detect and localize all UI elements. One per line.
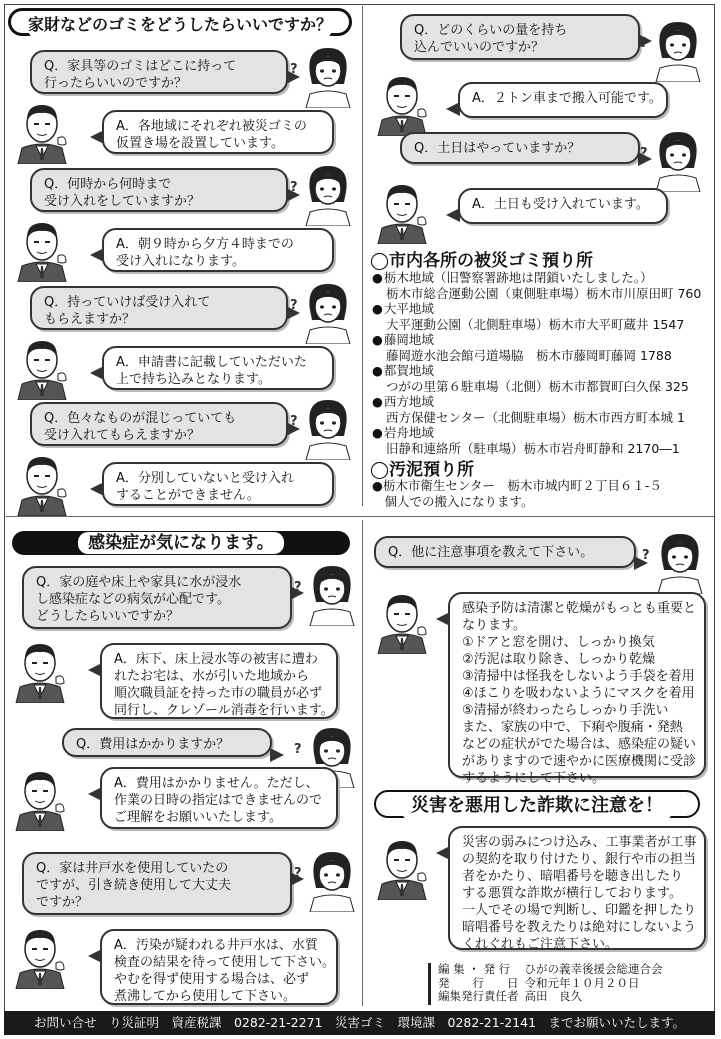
question-text-line: ですか？ [36, 895, 89, 910]
answer-text-line: することができません。 [116, 488, 260, 503]
depot-place: 大平運動公園（北側駐車場）栃木市大平町蔵井 1547 [386, 316, 685, 332]
answer-text-line: 一人でその場で判断し、印鑑を押したり [462, 903, 697, 918]
answer-bubble [458, 82, 668, 118]
woman-icon [300, 396, 356, 460]
question-text-line: 受け入れをしていますか？ [44, 194, 201, 209]
question-bubble [22, 852, 292, 915]
question-bubble [374, 536, 636, 568]
question-mark-icon: ? [294, 580, 302, 595]
question-text-line: Q．どのくらいの量を持ち [414, 23, 568, 38]
question-bubble [62, 728, 272, 757]
answer-text-line: などの症状がでた場合は、感染症の疑い [462, 737, 697, 752]
sludge-info [372, 478, 662, 509]
depot-area: ● 西方地域 [372, 394, 701, 410]
answer-text-line: 感染予防は清潔と乾燥がもっとも重要と [462, 601, 697, 616]
answer-text-line: ④ほこりを吸わないようにマスクを着用 [462, 686, 695, 701]
answer-text-line: ご理解をお願いいたします。 [114, 810, 282, 825]
colophon-label: 編集発行責任者 [438, 989, 519, 1003]
column-divider-top [362, 6, 363, 506]
woman-icon [304, 848, 360, 912]
garbage-section-title: 家財などのゴミをどうしたらいいですか？ [8, 8, 352, 36]
answer-text-line: 上で持ち込みとなります。 [116, 372, 271, 387]
answer-bubble [102, 462, 334, 506]
depot-area: ● 藤岡地域 [372, 332, 701, 348]
answer-text-line: A．朝９時から夕方４時までの [116, 237, 294, 252]
answer-text-line: なります。 [462, 618, 526, 633]
depot-area: ● 大平地域 [372, 301, 701, 317]
woman-icon [300, 44, 356, 108]
answer-text-line: 作業の日時の指定はできませんので [114, 793, 323, 808]
answer-text-line: ①ドアと窓を開け、しっかり換気 [462, 635, 655, 650]
answer-text-line: 災害の弱みにつけ込み、工事業者が工事 [462, 835, 697, 850]
question-mark-icon: ? [642, 548, 650, 563]
answer-bubble [102, 228, 334, 272]
depot-place: 栃木市総合運動公園（東側駐車場）栃木市川原田町 760 [386, 285, 702, 301]
question-bubble [30, 168, 288, 212]
question-text-line: 行ったらいいのですか？ [44, 76, 188, 91]
answer-text-line: するようにして下さい。 [462, 771, 606, 786]
question-mark-icon: ? [640, 146, 648, 161]
question-text-line: Q．費用はかかりますか？ [76, 737, 230, 752]
question-text-line: どうしたらいいですか？ [36, 609, 180, 624]
question-mark-icon: ? [294, 866, 302, 881]
question-bubble [30, 402, 288, 446]
answer-text-line: 暗唱番号を教えたりは絶対にしないよう [462, 920, 697, 935]
question-text-line: Q．家は井戸水を使用していたの [36, 861, 229, 876]
section-divider [6, 516, 714, 517]
depots-list [372, 270, 701, 456]
question-text-line: Q．色々なものが混じっていても [44, 411, 237, 426]
answer-text-line: 受け入れになります。 [116, 254, 245, 269]
man-suit-icon [374, 72, 430, 136]
answer-text-line: くれぐれもご注意下さい。 [462, 937, 619, 952]
question-text-line: Q．他に注意事項を教えて下さい。 [388, 545, 594, 560]
question-text-line: 受け入れてもらえますか？ [44, 428, 201, 443]
answer-bubble [100, 929, 338, 1005]
answer-bubble [102, 110, 334, 154]
answer-text-line: ⑤清掃が終わったらしっかり手洗い [462, 703, 669, 718]
sludge-line: ●栃木市衛生センター 栃木市城内町２丁目６１-５ [372, 478, 662, 493]
answer-text-line: A．各地域にそれぞれ被災ゴミの [116, 119, 307, 134]
man-suit-icon [374, 180, 430, 244]
depot-place: 旧静和連絡所（駐車場）栃木市岩舟町静和 2170―1 [386, 440, 680, 456]
answer-text-line: A．分別していないと受け入れ [116, 471, 294, 486]
answer-text-line: 者をかたり、暗唱番号を聴き出したり [462, 869, 684, 884]
answer-text-line: する悪質な詐欺が横行しております。 [462, 886, 682, 901]
question-text-line: Q．持っていけば受け入れて [44, 295, 211, 310]
question-text-line: ですが、引き続き使用して大丈夫 [36, 878, 232, 893]
depot-place: 西方保健センター（北側駐車場）栃木市西方町本城 1 [386, 409, 685, 425]
question-mark-icon: ? [290, 180, 298, 195]
answer-bubble [100, 643, 338, 719]
fraud-warning-bubble [448, 826, 706, 950]
depot-area: ● 都賀地域 [372, 363, 701, 379]
answer-text-line: の契約を取り付けたり、銀行や市の担当 [462, 852, 697, 867]
colophon-bar [428, 963, 431, 1005]
question-mark-icon: ? [290, 62, 298, 77]
woman-icon [650, 18, 706, 82]
answer-text-line: A．費用はかかりません。ただし、 [114, 776, 319, 791]
answer-text-line: A．２トン車まで搬入可能です。 [472, 91, 662, 106]
question-text-line: Q．家具等のゴミはどこに持って [44, 59, 237, 74]
man-suit-icon [12, 639, 68, 703]
answer-text-line: また、家族の中で、下痢や腹痛・発熱 [462, 720, 683, 735]
infection-section-title: 感染症が気になります。 [12, 531, 350, 555]
answer-text-line: ②汚泥は取り除き、しっかり乾燥 [462, 652, 656, 667]
question-bubble [22, 566, 292, 629]
answer-text-line: A．汚染が疑われる井戸水は、水質 [114, 938, 318, 953]
question-bubble [30, 50, 288, 94]
answer-bubble [448, 592, 706, 786]
man-suit-icon [14, 100, 70, 164]
answer-text-line: A．床下、床上浸水等の被害に遭わ [114, 652, 318, 667]
answer-text-line: A．土日も受け入れています。 [472, 197, 649, 212]
contact-footer: お問い合せ り災証明 資産税課 0282-21-2271 災害ゴミ 環境課 0282-21-2141 までお願いいたします。 [4, 1011, 715, 1035]
question-bubble [30, 286, 288, 330]
fraud-section-title: 災害を悪用した詐欺に注意を！ [374, 790, 700, 818]
man-suit-icon [12, 767, 68, 831]
answer-text-line: やむを得ず使用する場合は、必ず [114, 972, 310, 987]
colophon [438, 963, 669, 1004]
woman-icon [304, 562, 360, 626]
answer-bubble [458, 188, 668, 224]
man-suit-icon [374, 590, 430, 654]
question-text-line: Q．土日はやっていますか？ [414, 141, 581, 156]
question-bubble [400, 14, 640, 60]
answer-bubble [102, 346, 334, 390]
depot-area: ● 岩舟地域 [372, 425, 701, 441]
woman-icon [300, 280, 356, 344]
depot-place: つがの里第６駐車場（北側）栃木市都賀町臼久保 325 [386, 378, 689, 394]
answer-text-line: 煮沸してから使用して下さい。 [114, 989, 297, 1004]
question-text-line: もらえますか？ [44, 312, 136, 327]
woman-icon [300, 162, 356, 226]
question-mark-icon: ? [640, 36, 648, 51]
question-mark-icon: ? [290, 298, 298, 313]
question-text-line: し感染症などの病気が心配です。 [36, 592, 230, 607]
man-suit-icon [12, 925, 68, 989]
question-mark-icon: ? [290, 414, 298, 429]
question-mark-icon: ? [294, 742, 302, 757]
man-suit-icon [374, 836, 430, 900]
man-suit-icon [14, 336, 70, 400]
depot-area: ● 栃木地域（旧警察署跡地は閉鎖いたしました。） [372, 270, 701, 286]
woman-icon [652, 530, 708, 594]
answer-text-line: 仮置き場を設置しています。 [116, 136, 284, 151]
answer-text-line: 同行し、クレゾール消毒を行います。 [114, 703, 334, 718]
woman-icon [650, 128, 706, 192]
answer-text-line: 順次職員証を持った市の職員が必ず [114, 686, 323, 701]
answer-text-line: 検査の結果を待って使用して下さい。 [114, 955, 336, 970]
question-text-line: Q．何時から何時まで [44, 177, 172, 192]
colophon-label: 発 行 日 [438, 975, 519, 990]
question-text-line: Q．家の庭や床上や家具に水が浸水 [36, 575, 242, 590]
man-suit-icon [14, 218, 70, 282]
answer-text-line: A．申請書に記載していただいた [116, 355, 307, 370]
column-divider-bottom [362, 520, 363, 1006]
sludge-line: 個人での搬入になります。 [372, 493, 534, 509]
answer-text-line: ③清掃中は怪我をしないよう手袋を着用 [462, 669, 695, 684]
answer-text-line: がありますので速やかに医療機関に受診 [462, 754, 697, 769]
sludge-heading: ◯汚泥預り所 [370, 460, 475, 480]
answer-text-line: れたお宅は、水が引いた地域から [114, 669, 310, 684]
colophon-label: 編 集 ・ 発 行 [438, 962, 511, 976]
depots-heading: ◯市内各所の被災ゴミ預り所 [370, 251, 594, 271]
question-bubble [400, 132, 640, 164]
depot-place: 藤岡遊水池会館弓道場脇 栃木市藤岡町藤岡 1788 [386, 347, 672, 363]
colophon-value: ひがの義幸後援会総連合会 [524, 962, 663, 976]
colophon-value: 高田 良久 [524, 989, 582, 1003]
question-text-line: 込んでいいのですか？ [414, 40, 545, 55]
answer-bubble [100, 767, 338, 829]
man-suit-icon [14, 452, 70, 516]
colophon-value: 令和元年１０月２０日 [524, 975, 640, 990]
